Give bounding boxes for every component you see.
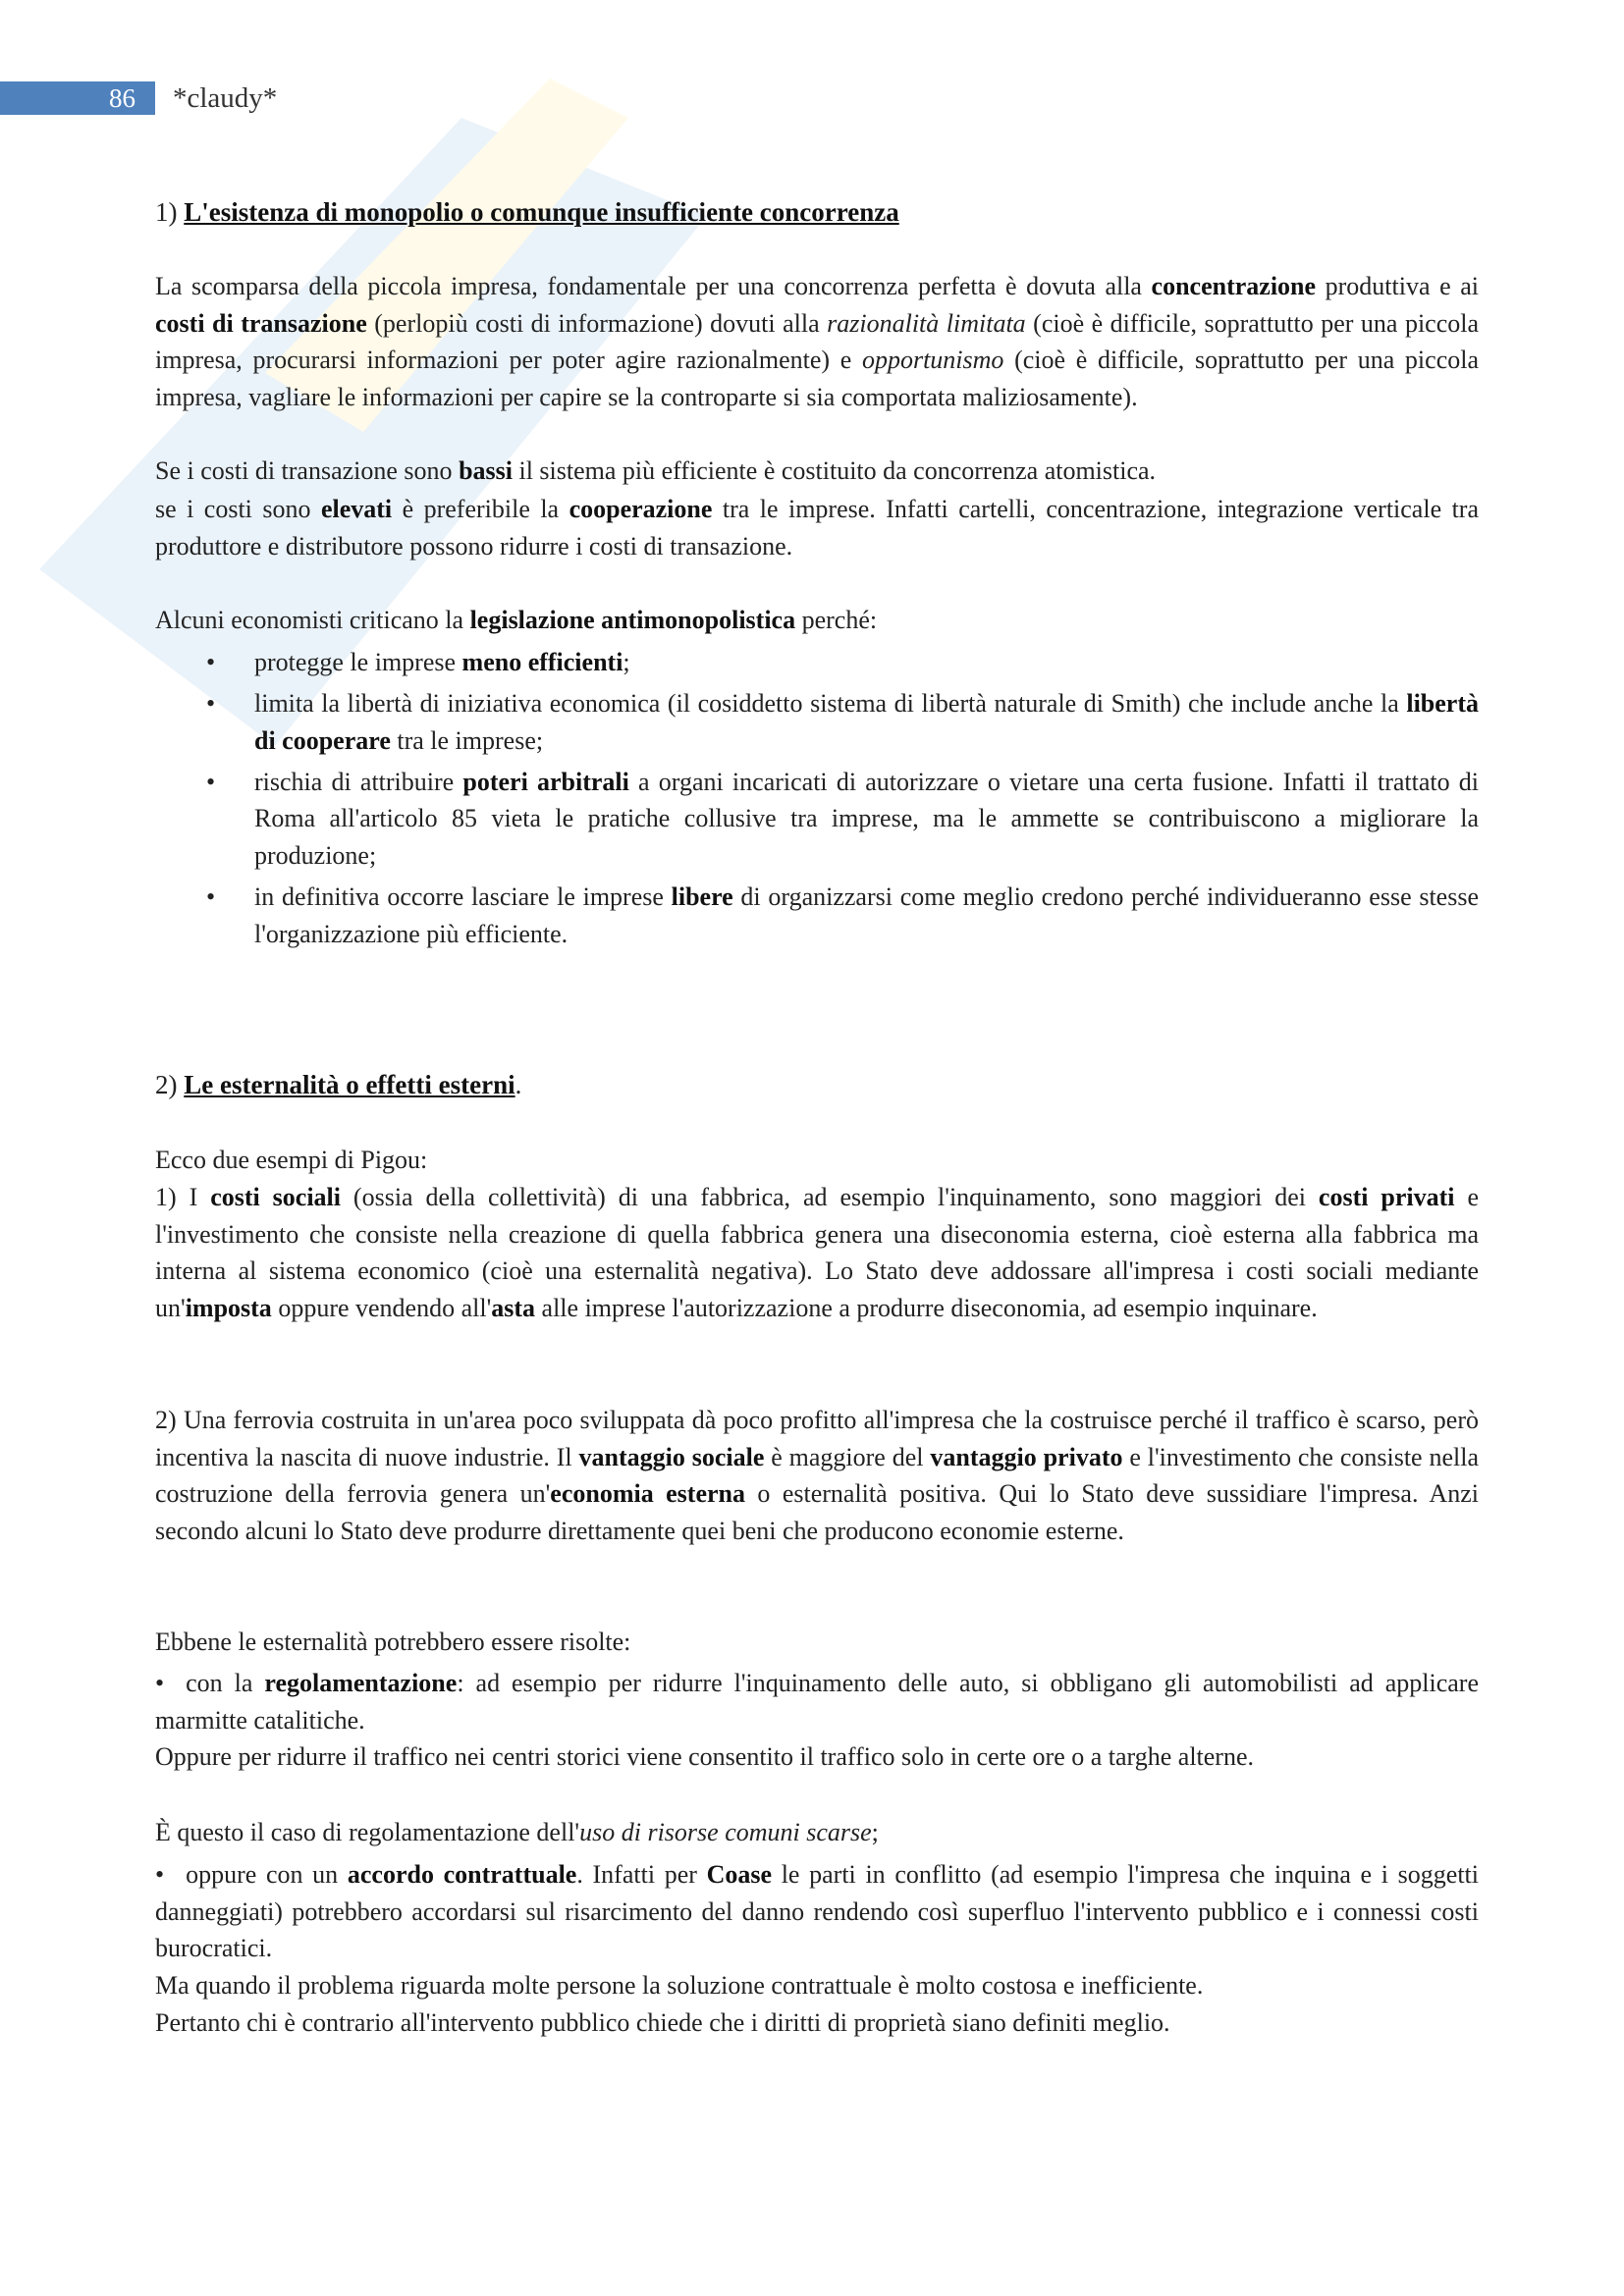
paragraph [155, 268, 1479, 415]
text-run: protegge le imprese [254, 648, 462, 676]
text-run: ; [623, 648, 630, 676]
paragraph [155, 602, 1479, 639]
bold-text: legislazione antimonopolistica [469, 606, 796, 634]
bold-text: bassi [459, 456, 513, 485]
bold-text: Le esternalità o effetti esterni [184, 1070, 515, 1099]
text-run: produttiva e ai [1316, 272, 1479, 300]
text-run: : ad esempio per ridurre l'inquinamento delle auto, si obbligano gli automobilisti ad applicare marmitte catalitiche. [155, 1669, 1479, 1735]
text-run: in definitiva occorre lasciare le imprese [254, 882, 672, 912]
text-run: (cioè è difficile, soprattutto per una piccola impresa, procurarsi informazioni per poter agire razionalmente) e [155, 308, 1480, 375]
text-run: La scomparsa della piccola impresa, fondamentale per una concorrenza perfetta è dovuta alla [155, 272, 1152, 300]
bold-text: elevati [320, 495, 393, 523]
text-run: 2) [155, 1070, 185, 1099]
paragraph [155, 1402, 1479, 1549]
text-run: È questo il caso di regolamentazione dell' [155, 1818, 580, 1846]
section-1-heading [155, 194, 1479, 232]
bold-text: vantaggio sociale [578, 1442, 765, 1471]
paragraph [155, 1142, 1479, 1179]
bullet-paragraph [155, 1665, 1479, 1738]
text-run: 2) Una ferrovia costruita in un'area poco sviluppata dà poco profitto all'impresa che la costruisce perché il traffico è scarso, però incentiva la nascita di nuove industrie. Il [155, 1406, 1479, 1471]
text-run: 1) [155, 197, 185, 227]
bold-text: asta [491, 1293, 536, 1322]
bullet-icon: • [206, 882, 216, 912]
text-run: con la [186, 1669, 265, 1697]
text-run: Pertanto chi è contrario all'intervento pubblico chiede che i diritti di proprietà siano definiti meglio. [155, 2008, 1170, 2037]
text-run: Ma quando il problema riguarda molte persone la soluzione contrattuale è molto costosa e inefficiente. [155, 1971, 1204, 2000]
list-item [155, 644, 1479, 681]
paragraph [155, 491, 1479, 564]
text-run: è preferibile la [392, 495, 569, 523]
text-run: (cioè è difficile, soprattutto per una piccola impresa, vagliare le informazioni per capire se la controparte si sia comportata maliziosamente). [155, 346, 1480, 411]
text-run: 1) I [155, 1183, 211, 1211]
bold-text: cooperazione [568, 495, 713, 523]
italic-text: razionalità limitata [827, 308, 1026, 338]
text-run: e l'investimento che consiste nella costruzione della ferrovia genera un' [155, 1442, 1479, 1509]
text-run: perché: [795, 606, 878, 634]
list-item [155, 685, 1479, 759]
text-run: e l'investimento che consiste nella creazione di quella fabbrica genera una diseconomia esterna, cioè esterna alla fabbrica ma interna al sistema economico (cioè una esternalità negativa). Lo Stato deve addossare all'impresa i costi sociali mediante un' [155, 1183, 1479, 1322]
text-run: Ebbene le esternalità potrebbero essere risolte: [155, 1628, 631, 1656]
page-number: 86 [0, 81, 155, 115]
bullet-list [155, 644, 1479, 957]
bullet-icon: • [155, 1669, 165, 1697]
text-run: . [514, 1070, 522, 1099]
bold-text: costi sociali [210, 1183, 341, 1211]
text-run: se i costi sono [155, 495, 321, 523]
text-run: di organizzarsi come meglio credono perché individueranno esse stesse l'organizzazione più efficiente. [254, 882, 1479, 948]
text-run: Ecco due esempi di Pigou: [155, 1146, 428, 1174]
text-run: è maggiore del [764, 1442, 931, 1471]
bold-text: accordo contrattuale [347, 1860, 577, 1889]
bold-text: libertà di cooperare [254, 689, 1479, 755]
text-run: Se i costi di transazione sono [155, 456, 460, 485]
bullet-icon: • [206, 648, 216, 676]
text-run: . Infatti per [576, 1860, 707, 1889]
text-run: limita la libertà di iniziativa economica (il cosiddetto sistema di libertà naturale di Smith) che include anche la [254, 689, 1407, 719]
text-run: oppure vendendo all' [271, 1293, 492, 1322]
bold-text: regolamentazione [264, 1669, 458, 1697]
paragraph [155, 453, 1479, 490]
text-run: tra le imprese. Infatti cartelli, concentrazione, integrazione verticale tra produttore e distributore possono ridurre i costi di transazione. [155, 495, 1479, 561]
page-header-author: *claudy* [173, 82, 278, 114]
bold-text: poteri arbitrali [462, 767, 629, 796]
bold-text: costi di transazione [155, 308, 367, 338]
list-item [155, 764, 1479, 875]
bullet-paragraph [155, 1856, 1479, 1967]
text-run: alle imprese l'autorizzazione a produrre diseconomia, ad esempio inquinare. [535, 1293, 1318, 1322]
paragraph [155, 1738, 1479, 1776]
paragraph [155, 1814, 1479, 1851]
bold-text: imposta [185, 1293, 272, 1322]
section-2-heading [155, 1067, 1479, 1104]
text-run: Alcuni economisti criticano la [155, 606, 470, 634]
bold-text: L'esistenza di monopolio o comunque insufficiente concorrenza [184, 197, 899, 227]
text-run: Oppure per ridurre il traffico nei centri storici viene consentito il traffico solo in certe ore o a targhe alterne. [155, 1742, 1255, 1771]
text-run: (perlopiù costi di informazione) dovuti alla [366, 308, 828, 338]
bullet-icon: • [206, 689, 216, 719]
bold-text: economia esterna [550, 1479, 745, 1509]
paragraph [155, 1624, 1479, 1661]
text-run: le parti in conflitto (ad esempio l'impresa che inquina e i soggetti danneggiati) potrebbero accordarsi sul risarcimento del danno rendendo così superfluo l'intervento pubblico e i connessi costi burocratici. [155, 1860, 1479, 1963]
paragraph [155, 1179, 1479, 1326]
list-item [155, 879, 1479, 952]
text-run: o esternalità positiva. Qui lo Stato deve sussidiare l'impresa. Anzi secondo alcuni lo Stato deve produrre direttamente quei beni che producono economie esterne. [155, 1479, 1479, 1545]
bold-text: meno efficienti [461, 648, 623, 676]
text-run: tra le imprese; [390, 725, 544, 755]
bold-text: Coase [706, 1860, 773, 1889]
bold-text: costi privati [1318, 1183, 1455, 1211]
paragraph [155, 1967, 1479, 2004]
bold-text: vantaggio privato [930, 1442, 1123, 1471]
text-run: rischia di attribuire [254, 767, 463, 796]
text-run: (ossia della collettività) di una fabbrica, ad esempio l'inquinamento, sono maggiori dei [341, 1183, 1319, 1211]
text-run: il sistema più efficiente è costituito da concorrenza atomistica. [512, 456, 1157, 485]
text-run: ; [871, 1818, 879, 1846]
italic-text: opportunismo [861, 346, 1004, 375]
bullet-icon: • [206, 767, 216, 796]
bold-text: libere [671, 882, 733, 912]
bullet-icon: • [155, 1860, 165, 1889]
paragraph [155, 2004, 1479, 2042]
text-run: a organi incaricati di autorizzare o vietare una certa fusione. Infatti il trattato di Roma all'articolo 85 vieta le pratiche collusive tra imprese, ma le ammette se contribuiscono a migliorare la produzione; [254, 767, 1480, 870]
italic-text: uso di risorse comuni scarse [579, 1818, 872, 1846]
text-run: oppure con un [186, 1860, 348, 1889]
bold-text: concentrazione [1151, 272, 1317, 300]
